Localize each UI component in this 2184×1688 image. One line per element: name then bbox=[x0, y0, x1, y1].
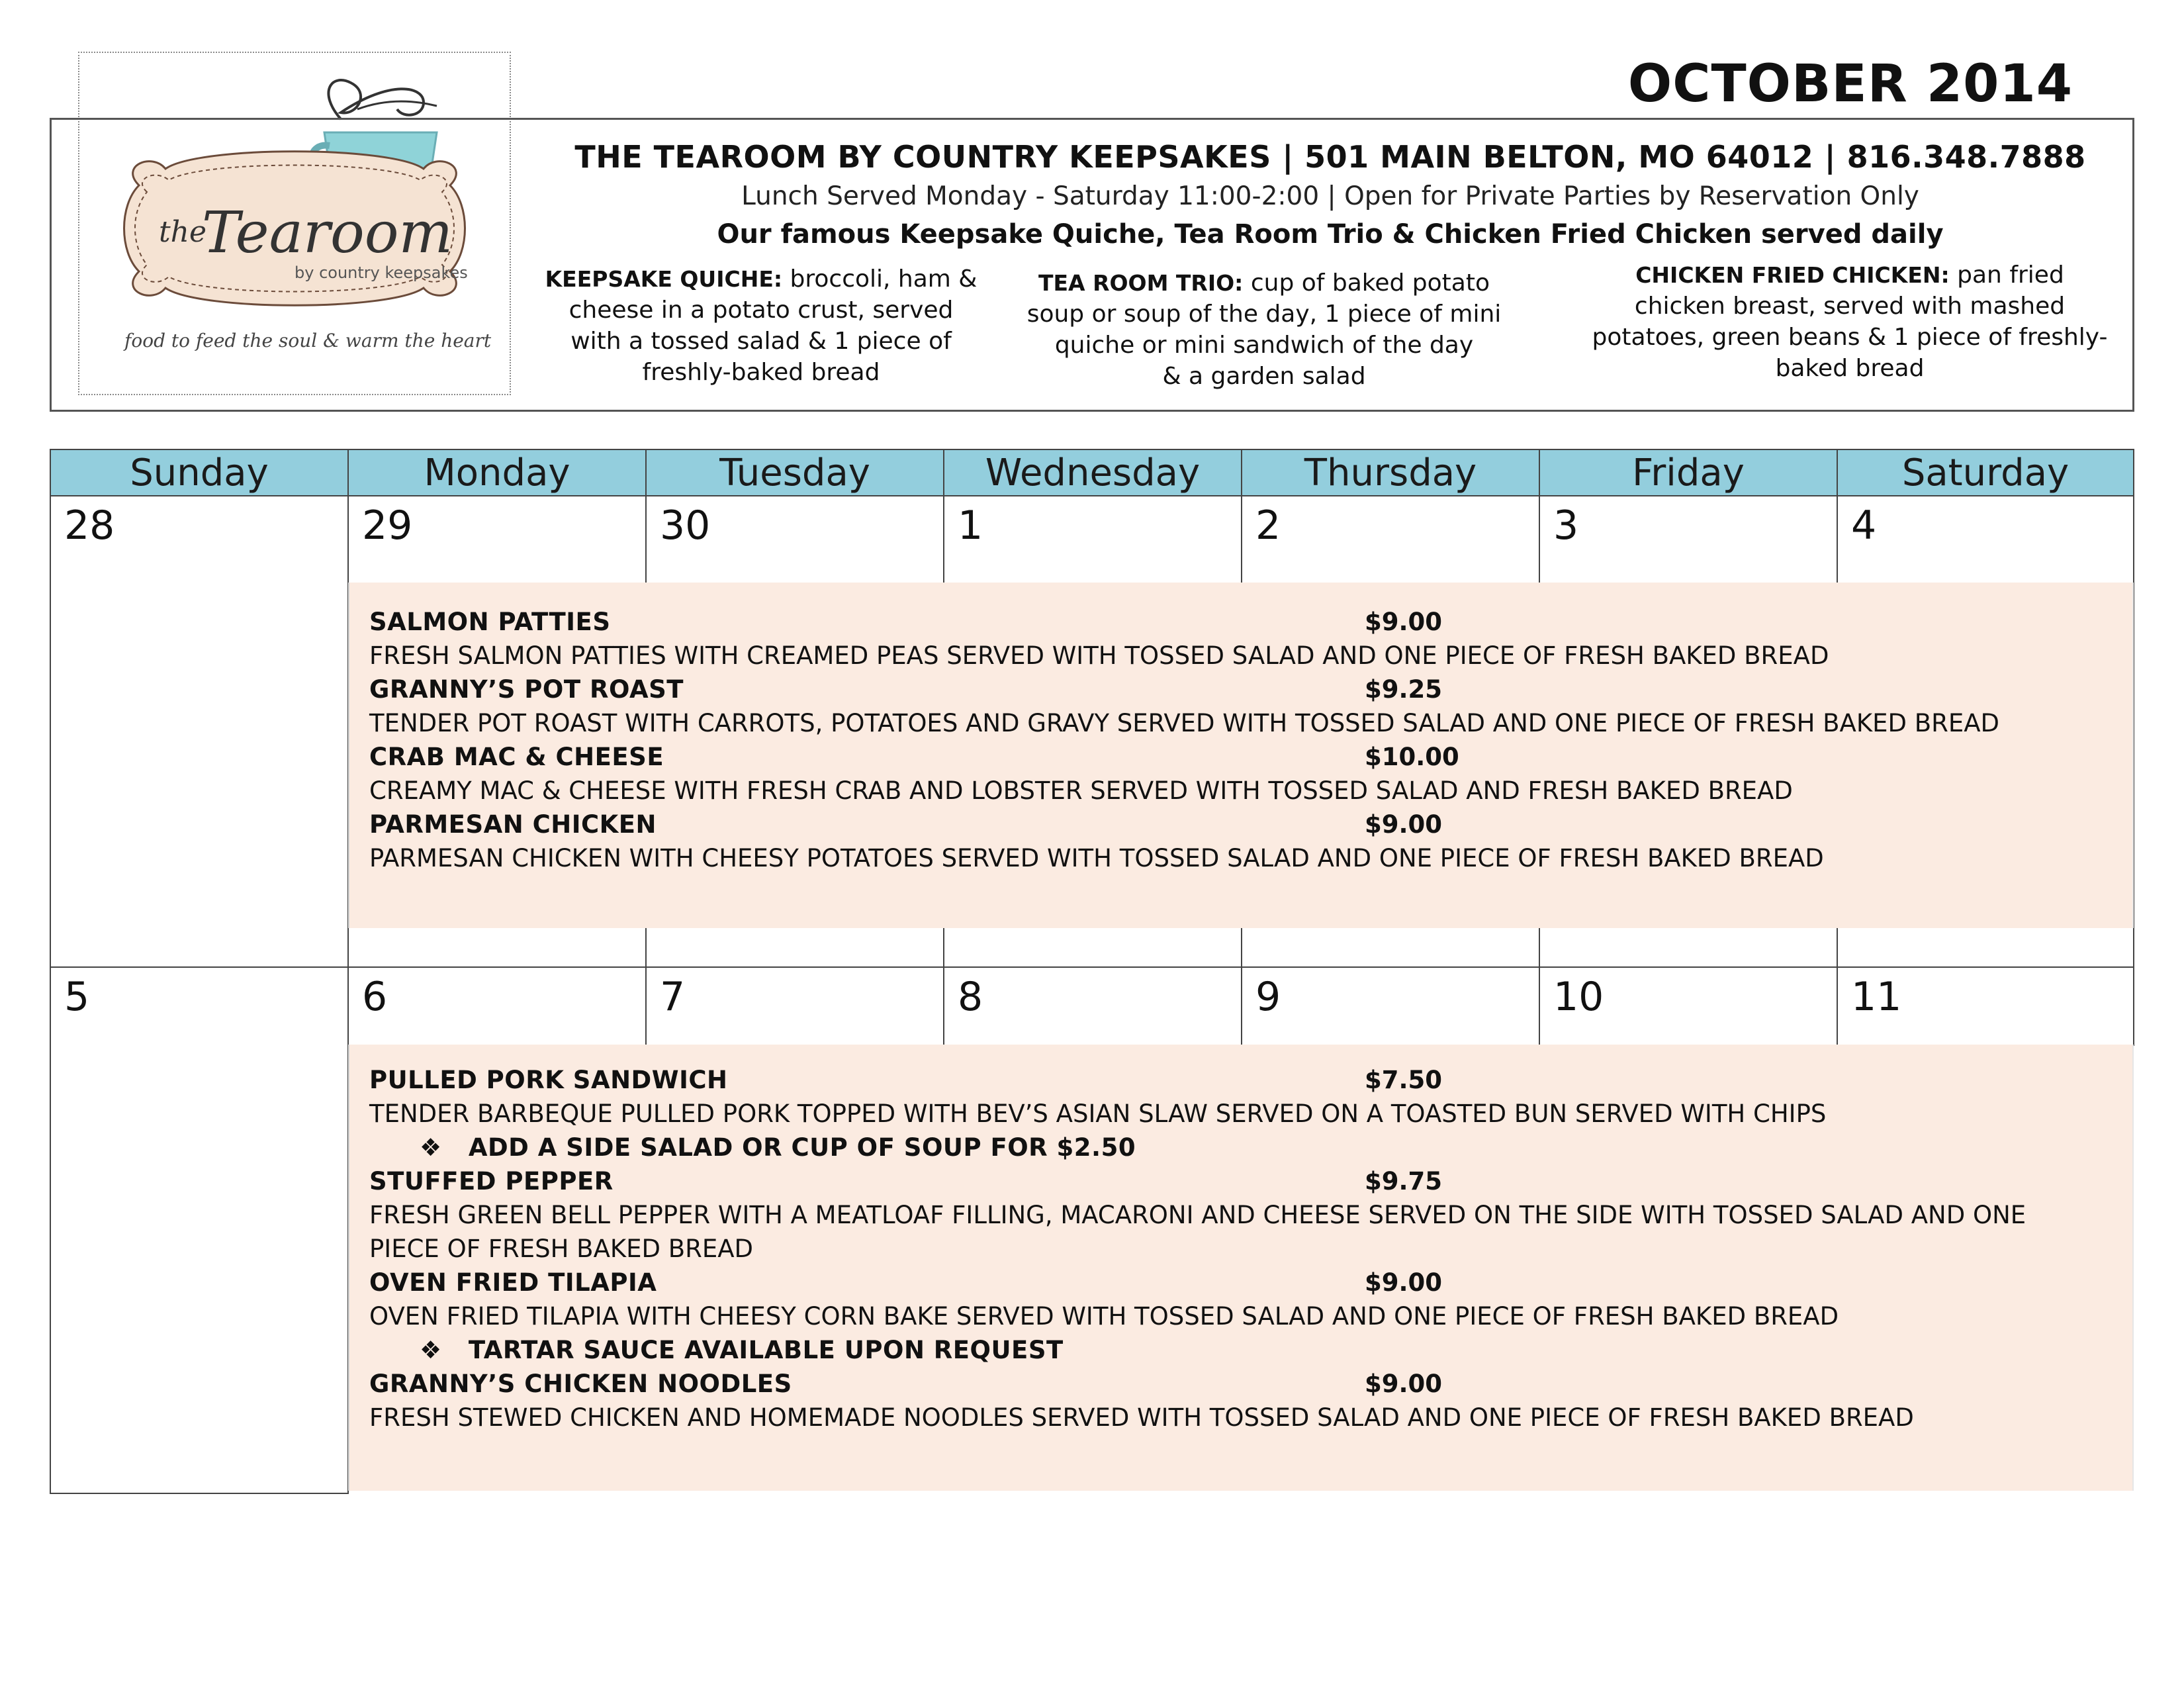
date-number: 29 bbox=[362, 502, 413, 549]
menu-item-name: OVEN FRIED TILAPIA bbox=[369, 1268, 657, 1297]
header-text bbox=[529, 138, 2131, 252]
menu-item-desc: CREAMY MAC & CHEESE WITH FRESH CRAB AND LOBSTER SERVED WITH TOSSED SALAD AND FRESH BAKED BREAD bbox=[369, 776, 1793, 805]
special-name: TEA ROOM TRIO: bbox=[1038, 270, 1244, 296]
menu-item-price: $9.00 bbox=[1365, 810, 1443, 839]
note-text: ADD A SIDE SALAD OR CUP OF SOUP FOR $2.50 bbox=[468, 1133, 1136, 1162]
menu-item-desc: PARMESAN CHICKEN WITH CHEESY POTATOES SERVED WITH TOSSED SALAD AND ONE PIECE OF FRESH BAKED BREAD bbox=[369, 844, 1824, 872]
menu-item-name: PARMESAN CHICKEN bbox=[369, 810, 657, 839]
special-line: soup or soup of the day, 1 piece of mini bbox=[1026, 301, 1502, 328]
month-title: OCTOBER 2014 bbox=[1627, 54, 2073, 114]
special-keepsake-quiche bbox=[529, 263, 993, 388]
calendar-cell-sunday bbox=[50, 495, 349, 968]
day-header: Monday bbox=[347, 449, 647, 496]
calendar-cell bbox=[645, 966, 944, 1046]
special-line: broccoli, ham & bbox=[790, 265, 978, 293]
special-line: chicken breast, served with mashed bbox=[1634, 293, 2066, 320]
special-line: with a tossed salad & 1 piece of bbox=[570, 328, 952, 355]
menu-panel-week1 bbox=[348, 583, 2134, 928]
menu-item-desc: TENDER POT ROAST WITH CARROTS, POTATOES AND GRAVY SERVED WITH TOSSED SALAD AND ONE PIECE OF FRESH BAKED BREAD bbox=[369, 709, 2000, 737]
day-header: Thursday bbox=[1241, 449, 1540, 496]
brand-tearoom: Tearoom bbox=[202, 200, 453, 266]
menu-item-name: STUFFED PEPPER bbox=[369, 1167, 614, 1196]
calendar-cell bbox=[1539, 966, 1838, 1046]
special-line: cheese in a potato crust, served bbox=[569, 297, 954, 324]
menu-item-note bbox=[420, 1335, 1064, 1366]
day-header-row bbox=[50, 449, 2134, 496]
calendar-cell bbox=[1241, 966, 1540, 1046]
date-number: 11 bbox=[1851, 974, 1902, 1020]
day-header: Wednesday bbox=[943, 449, 1242, 496]
date-number: 9 bbox=[1255, 974, 1281, 1020]
menu-item-name: GRANNY’S POT ROAST bbox=[369, 675, 684, 704]
menu-item-name: CRAB MAC & CHEESE bbox=[369, 743, 664, 771]
special-line: & a garden salad bbox=[1162, 363, 1366, 390]
special-line: freshly-baked bread bbox=[642, 359, 880, 386]
menu-item-desc: PIECE OF FRESH BAKED BREAD bbox=[369, 1235, 754, 1263]
date-number: 7 bbox=[660, 974, 686, 1020]
date-number: 2 bbox=[1255, 502, 1281, 549]
day-header: Saturday bbox=[1837, 449, 2134, 496]
date-number: 28 bbox=[64, 502, 115, 549]
menu-item-desc: TENDER BARBEQUE PULLED PORK TOPPED WITH BEV’S ASIAN SLAW SERVED ON A TOASTED BUN SERVED WITH CHIPS bbox=[369, 1100, 1827, 1128]
date-number: 8 bbox=[958, 974, 983, 1020]
calendar-cell bbox=[347, 966, 647, 1046]
menu-item-price: $9.25 bbox=[1365, 675, 1443, 704]
menu-item-price: $9.00 bbox=[1365, 1268, 1443, 1297]
day-header: Friday bbox=[1539, 449, 1838, 496]
date-number: 4 bbox=[1851, 502, 1877, 549]
menu-item-name: GRANNY’S CHICKEN NOODLES bbox=[369, 1370, 792, 1398]
date-number: 10 bbox=[1553, 974, 1604, 1020]
brand-tagline: food to feed the soul & warm the heart bbox=[124, 330, 492, 352]
special-name: CHICKEN FRIED CHICKEN: bbox=[1635, 262, 1950, 288]
menu-item-price: $9.75 bbox=[1365, 1167, 1443, 1196]
note-text: TARTAR SAUCE AVAILABLE UPON REQUEST bbox=[468, 1336, 1064, 1364]
brand-subtitle: by country keepsakes bbox=[295, 263, 468, 282]
menu-item-note bbox=[420, 1132, 1136, 1164]
menu-item-name: PULLED PORK SANDWICH bbox=[369, 1066, 728, 1094]
header-famous: Our famous Keepsake Quiche, Tea Room Trio & Chicken Fried Chicken served daily bbox=[717, 219, 1944, 250]
special-chicken-fried-chicken bbox=[1575, 259, 2124, 384]
date-number: 5 bbox=[64, 974, 90, 1020]
date-number: 6 bbox=[362, 974, 388, 1020]
date-number: 30 bbox=[660, 502, 711, 549]
menu-item-desc: FRESH GREEN BELL PEPPER WITH A MEATLOAF FILLING, MACARONI AND CHEESE SERVED ON THE SIDE WITH TOSSED SALAD AND ONE bbox=[369, 1201, 2026, 1229]
date-number: 1 bbox=[958, 502, 983, 549]
special-line: pan fried bbox=[1957, 261, 2064, 289]
menu-item-price: $9.00 bbox=[1365, 608, 1443, 636]
date-number: 3 bbox=[1553, 502, 1579, 549]
day-header: Sunday bbox=[50, 449, 349, 496]
special-tea-room-trio bbox=[1013, 267, 1516, 392]
special-name: KEEPSAKE QUICHE: bbox=[545, 266, 783, 292]
menu-item-desc: FRESH STEWED CHICKEN AND HOMEMADE NOODLES SERVED WITH TOSSED SALAD AND ONE PIECE OF FRESH BAKED BREAD bbox=[369, 1403, 1914, 1432]
menu-item-desc: OVEN FRIED TILAPIA WITH CHEESY CORN BAKE SERVED WITH TOSSED SALAD AND ONE PIECE OF FRESH BAKED BREAD bbox=[369, 1302, 1839, 1331]
bullet-icon: ❖ bbox=[420, 1336, 442, 1364]
menu-item-price: $9.00 bbox=[1365, 1370, 1443, 1398]
menu-panel-week2 bbox=[348, 1045, 2134, 1491]
bullet-icon: ❖ bbox=[420, 1133, 442, 1162]
header-title: THE TEAROOM BY COUNTRY KEEPSAKES | 501 MAIN BELTON, MO 64012 | 816.348.7888 bbox=[574, 139, 2086, 175]
calendar-cell bbox=[943, 966, 1242, 1046]
menu-item-price: $7.50 bbox=[1365, 1066, 1443, 1094]
menu-item-price: $10.00 bbox=[1365, 743, 1459, 771]
special-line: cup of baked potato bbox=[1250, 269, 1490, 297]
special-line: potatoes, green beans & 1 piece of freshly- bbox=[1592, 324, 2108, 351]
day-header: Tuesday bbox=[645, 449, 944, 496]
menu-item-desc: FRESH SALMON PATTIES WITH CREAMED PEAS SERVED WITH TOSSED SALAD AND ONE PIECE OF FRESH BAKED BREAD bbox=[369, 641, 1829, 670]
calendar-cell bbox=[1837, 966, 2134, 1046]
calendar-cell-sunday bbox=[50, 966, 349, 1494]
header-hours: Lunch Served Monday - Saturday 11:00-2:00 | Open for Private Parties by Reservation Only bbox=[741, 181, 1919, 211]
special-line: baked bread bbox=[1775, 355, 1925, 382]
special-line: quiche or mini sandwich of the day bbox=[1054, 332, 1474, 359]
brand-the: the bbox=[159, 215, 207, 249]
menu-item-name: SALMON PATTIES bbox=[369, 608, 611, 636]
